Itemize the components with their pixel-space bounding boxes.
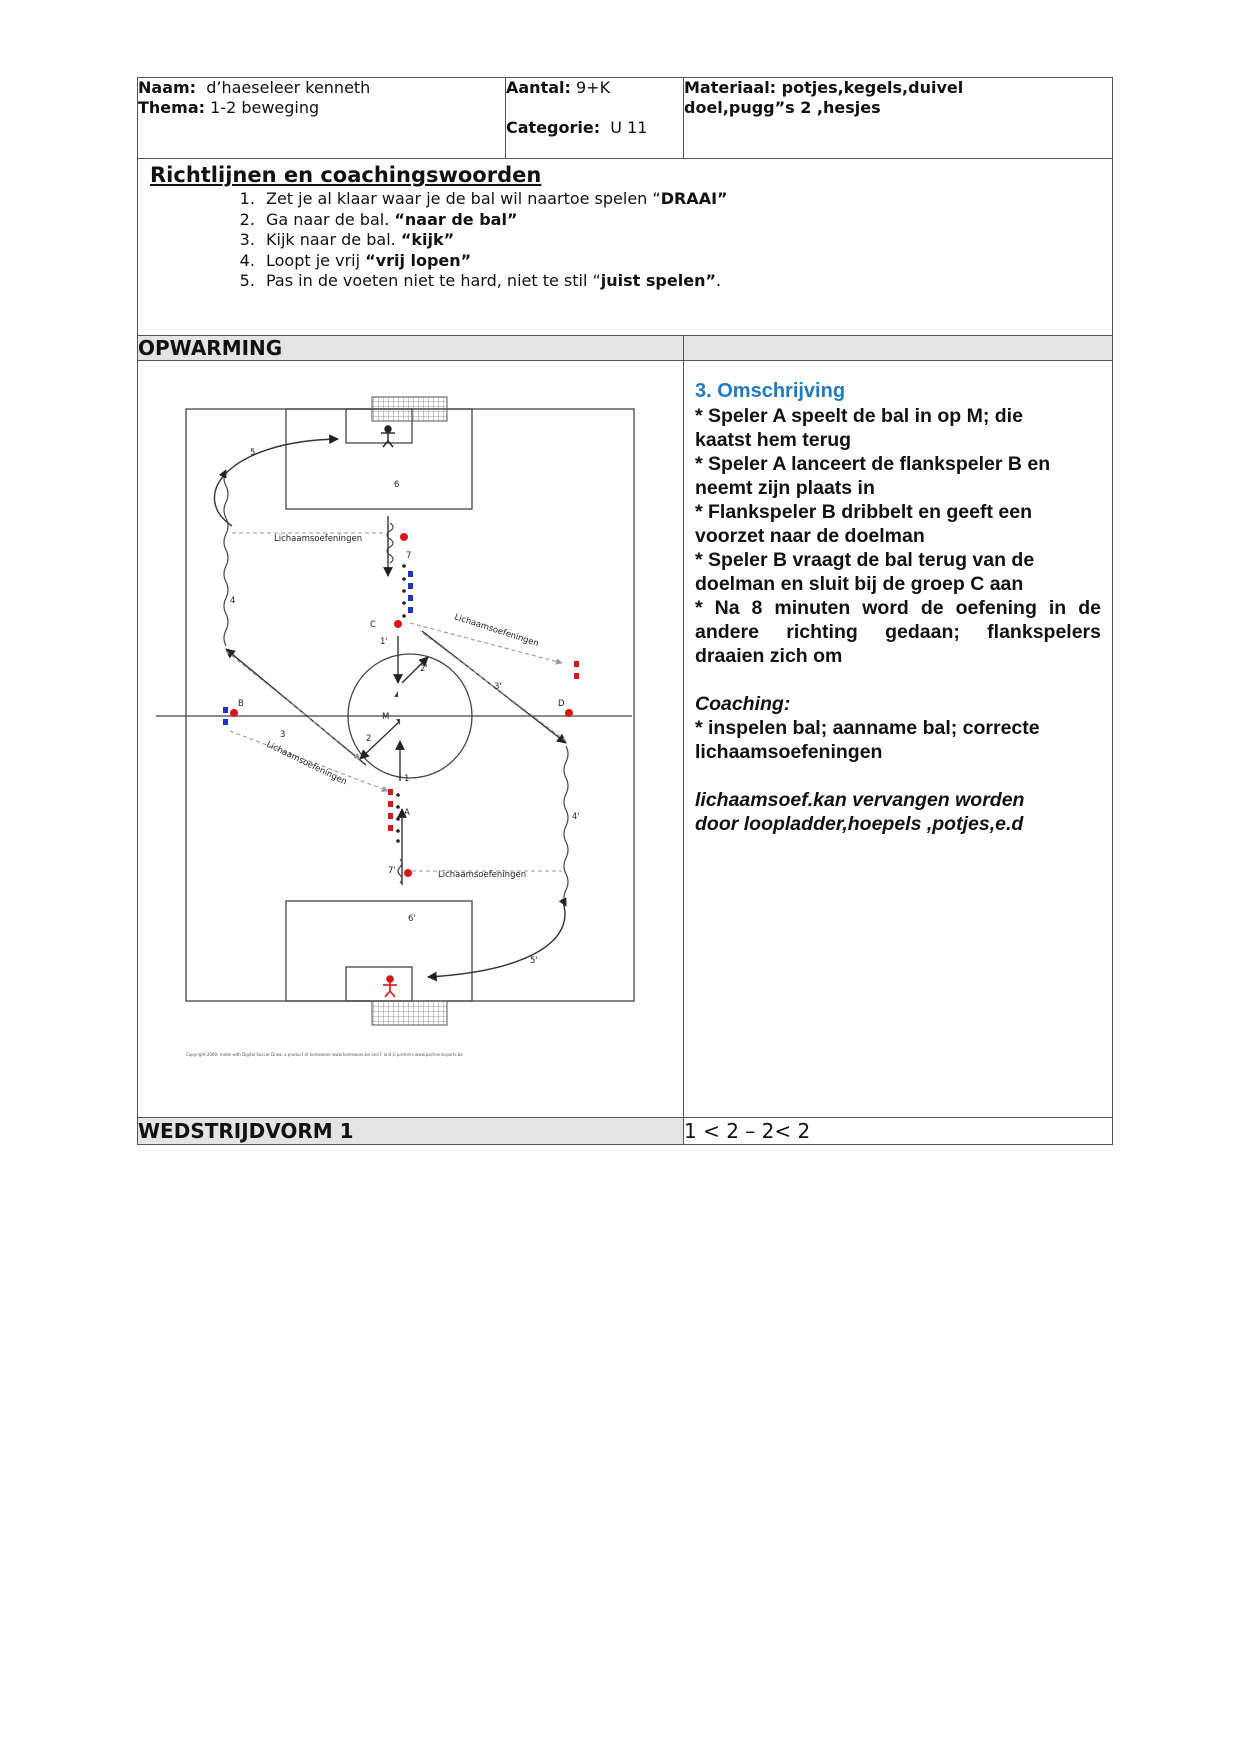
description-title: 3. Omschrijving [695, 380, 846, 402]
group-c-balls [402, 564, 406, 618]
pass-line-3 [226, 649, 366, 765]
description-line: voorzet naar de doelman [695, 525, 925, 547]
label-5: 5 [250, 448, 256, 458]
diagram-copyright: Copyright 2000- made with Digital Soccer Draw, a product of homeware www.homeware.be and F and G partners www.partnerinsports.be [186, 1052, 463, 1057]
run-line-d [420, 631, 566, 741]
training-form-table [137, 77, 1113, 1145]
aantal-label: Aantal: [506, 78, 571, 97]
guideline-keyword: DRAAI” [660, 189, 728, 208]
label-player-m: M [382, 712, 390, 722]
description-line: * Speler A speelt de bal in op M; die [695, 405, 1023, 427]
guideline-item [260, 210, 1100, 231]
guideline-item [260, 251, 1100, 272]
session-sheet [137, 77, 1112, 1145]
naam-value: d’haeseleer kenneth [206, 78, 371, 97]
guideline-item [260, 230, 1100, 251]
warmup-label: OPWARMING [138, 336, 684, 361]
warmup-content-row [138, 361, 1113, 1118]
label-7p: 7' [388, 866, 396, 876]
bottom-penalty-area [286, 901, 472, 1001]
categorie-value: U 11 [610, 118, 648, 137]
note-line: lichaamsoef.kan vervangen worden [695, 789, 1025, 811]
guideline-keyword: “vrij lopen” [365, 250, 472, 270]
coaching-title: Coaching: [695, 693, 791, 715]
guideline-text: Ga naar de bal. [266, 209, 395, 229]
materiaal-line-1: Materiaal: potjes,kegels,duivel [684, 78, 964, 97]
note-line: door loopladder,hoepels ,potjes,e.d [695, 813, 1024, 835]
warmup-header-row [138, 336, 1113, 361]
group-a-balls [396, 793, 400, 843]
warmup-right-header [684, 336, 1113, 361]
material-cell [684, 78, 1113, 159]
description-line: * Flankspeler B dribbelt en geeft een [695, 501, 1033, 523]
guideline-text: Zet je al klaar waar je de bal wil naartoe spelen “ [266, 189, 661, 208]
midfielder-m-icon [394, 691, 400, 725]
description-line: andere richting gedaan; flankspelers [695, 621, 1101, 643]
name-theme-cell [138, 78, 506, 159]
drill-diagram [138, 361, 682, 1097]
cone-icon [394, 620, 402, 628]
cross-line-5 [214, 439, 338, 526]
guidelines-row [138, 159, 1113, 336]
label-1: 1 [404, 774, 410, 784]
label-6p: 6' [408, 914, 416, 924]
description-line: neemt zijn plaats in [695, 477, 875, 499]
header-row [138, 78, 1113, 159]
guideline-text: Kijk naar de bal. [266, 230, 401, 249]
description-line: doelman en sluit bij de groep C aan [695, 573, 1024, 595]
label-body-exercises-left: Lichaamsoefeningen [264, 739, 349, 788]
dribble-line-4p [564, 746, 568, 906]
count-category-cell [506, 78, 684, 159]
label-6: 6 [394, 480, 400, 490]
label-player-b: B [238, 699, 244, 709]
label-player-d: D [558, 699, 565, 709]
label-player-c: C [370, 620, 376, 630]
naam-label: Naam: [138, 78, 197, 97]
categorie-label: Categorie: [506, 118, 601, 137]
drill-diagram-cell [138, 361, 684, 1118]
label-3: 3 [280, 730, 286, 740]
guidelines-cell [138, 159, 1113, 336]
match-form-label: WEDSTRIJDVORM 1 [138, 1118, 684, 1145]
guideline-text: Loopt je vrij [266, 250, 366, 270]
label-2p: 2' [420, 664, 428, 674]
guidelines-list [150, 189, 1100, 292]
description-line: * Na 8 minuten word de oefening in de [695, 597, 1101, 619]
group-a-players [388, 789, 393, 831]
group-c-players [408, 571, 413, 613]
description-line: * Speler A lanceert de flankspeler B en [695, 453, 1051, 475]
goalkeeper-top-icon [381, 426, 395, 447]
description-line: kaatst hem terug [695, 429, 852, 451]
label-body-exercises-top: Lichaamsoefeningen [274, 534, 363, 544]
coaching-line: * inspelen bal; aanname bal; correcte [695, 717, 1040, 739]
guideline-item [260, 271, 1100, 292]
cone-icon [400, 533, 408, 541]
guideline-keyword: “kijk” [400, 230, 455, 249]
guideline-item [260, 189, 1100, 210]
guideline-keyword: juist spelen” [600, 271, 716, 290]
group-d-players [574, 661, 579, 679]
bottom-goal-net-icon [372, 1001, 447, 1025]
pitch-outline [186, 409, 634, 1001]
description-line: * Speler B vraagt de bal terug van de [695, 549, 1035, 571]
label-5p: 5' [530, 956, 538, 966]
label-2: 2 [366, 734, 372, 744]
description-cell [684, 361, 1113, 1118]
thema-value: 1-2 beweging [210, 98, 320, 117]
top-penalty-area [286, 409, 472, 509]
guidelines-title: Richtlijnen en coachingswoorden [150, 163, 542, 187]
label-7: 7 [406, 551, 412, 561]
label-body-exercises-bottom: Lichaamsoefeningen [438, 870, 527, 880]
guideline-text: Pas in de voeten niet te hard, niet te stil “ [266, 271, 601, 290]
run-lines [226, 533, 566, 871]
guideline-tail: . [715, 271, 722, 290]
coaching-line: lichaamsoefeningen [695, 741, 883, 763]
top-goal-net-icon [372, 397, 447, 421]
aantal-value: 9+K [576, 78, 611, 97]
thema-label: Thema: [138, 98, 206, 117]
label-body-exercises-right: Lichaamsoefeningen [453, 612, 540, 650]
cone-icon [404, 869, 412, 877]
goalkeeper-bottom-icon [383, 976, 397, 997]
label-4p: 4' [572, 812, 580, 822]
match-form-row [138, 1118, 1113, 1145]
label-player-a: A [404, 808, 410, 818]
label-1p: 1' [380, 637, 388, 647]
cone-icon [230, 709, 238, 717]
pass-lines [214, 439, 566, 977]
match-form-value: 1 < 2 – 2< 2 [684, 1118, 1113, 1145]
description-line: draaien zich om [695, 645, 843, 667]
guideline-keyword: “naar de bal” [394, 209, 518, 229]
bottom-goal-area [346, 967, 412, 1001]
cross-line-5p [428, 899, 565, 977]
label-4: 4 [230, 596, 236, 606]
cone-icon [565, 709, 573, 717]
materiaal-line-2: doel,pugg”s 2 ,hesjes [684, 98, 881, 117]
label-3p: 3' [494, 682, 502, 692]
dribble-line-4 [224, 470, 228, 646]
